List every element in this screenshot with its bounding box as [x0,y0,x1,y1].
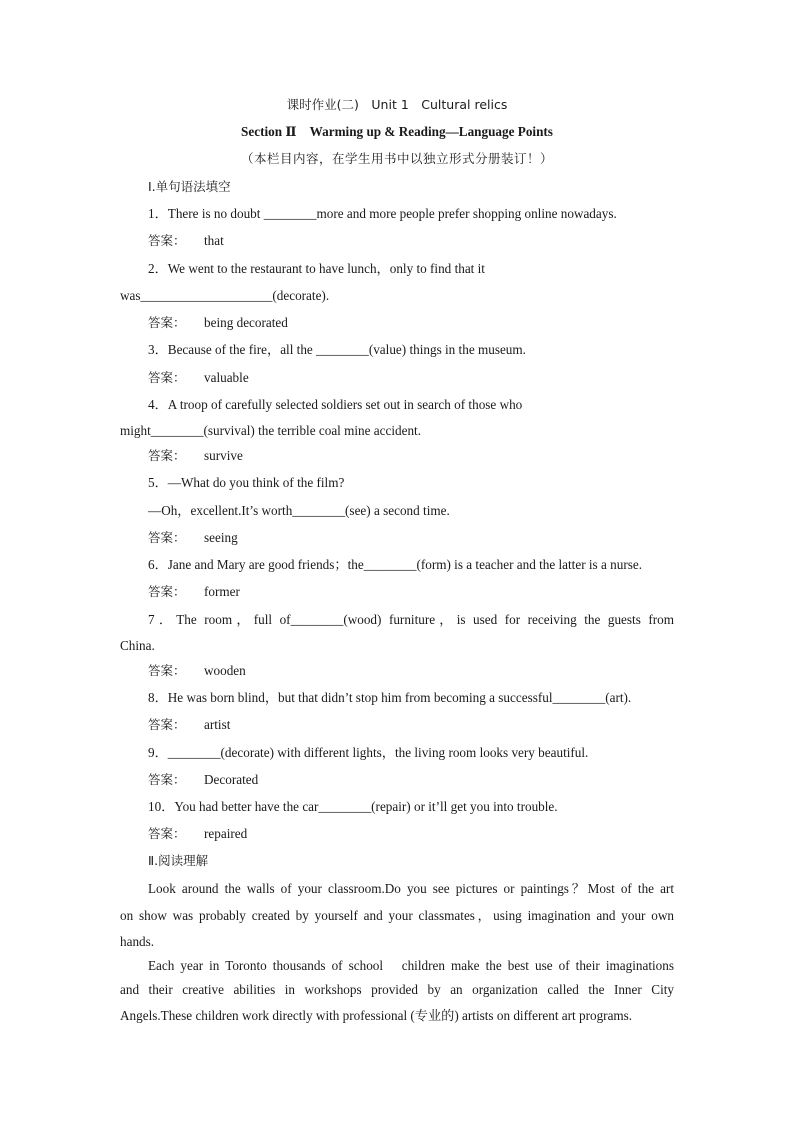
question-6: 6．Jane and Mary are good friends；the________(form) is a teacher and the latter is a nurse. [148,557,642,572]
question-4-line-1: 4．A troop of carefully selected soldiers set out in search of those who [148,397,523,412]
question-3: 3．Because of the fire，all the ________(value) things in the museum. [148,342,526,357]
answer-9: Decorated [204,772,259,787]
reading-paragraph-1-line-1: Look around the walls of your classroom.Do you see pictures or paintings？Most of the art [148,881,674,896]
section-subtitle: Section Ⅱ Warming up & Reading—Language Points [241,124,553,139]
answer-5: seeing [204,530,238,545]
question-1: 1．There is no doubt ________more and more people prefer shopping online nowadays. [148,206,617,221]
answer-2: being decorated [204,315,288,330]
question-2-line-1: 2．We went to the restaurant to have lunch，only to find that it [148,261,485,276]
section-heading-grammar: Ⅰ.单句语法填空 [148,179,231,194]
reading-paragraph-2-line-2: and their creative abilities in workshops provided by an organization called the Inner City [120,982,674,997]
reading-paragraph-2-line-1: Each year in Toronto thousands of school children make the best use of their imaginations [148,958,674,973]
answer-7-label: 答案： [148,663,186,678]
question-2-line-2: was____________________(decorate). [120,288,330,303]
answer-8-label: 答案： [148,717,186,732]
question-5-line-1: 5．—What do you think of the film? [148,475,345,490]
question-10: 10．You had better have the car________(repair) or it’ll get you into trouble. [148,799,558,814]
answer-9-label: 答案： [148,772,186,787]
answer-1-label: 答案： [148,233,186,248]
binding-note: （本栏目内容，在学生用书中以独立形式分册装订！） [240,152,553,166]
answer-10: repaired [204,826,248,841]
page-title: 课时作业(二) Unit 1 Cultural relics [286,97,508,112]
reading-paragraph-2-line-3: Angels.These children work directly with professional (专业的) artists on different art programs. [120,1008,633,1023]
question-8: 8．He was born blind，but that didn’t stop him from becoming a successful________(art). [148,690,632,705]
answer-3-label: 答案： [148,370,186,385]
answer-10-label: 答案： [148,826,186,841]
question-4-line-2: might________(survival) the terrible coal mine accident. [120,423,422,438]
answer-5-label: 答案： [148,530,186,545]
answer-4: survive [204,448,243,463]
answer-3: valuable [204,370,249,385]
reading-paragraph-1-line-2: on show was probably created by yourself and your classmates，using imagination and your own [120,908,674,923]
answer-7: wooden [204,663,246,678]
answer-8: artist [204,717,231,732]
answer-4-label: 答案： [148,448,186,463]
answer-1: that [204,233,224,248]
answer-6: former [204,584,240,599]
section-heading-reading: Ⅱ.阅读理解 [148,853,209,868]
answer-2-label: 答案： [148,315,186,330]
question-7-line-2: China. [120,638,155,653]
answer-6-label: 答案： [148,584,186,599]
question-9: 9．________(decorate) with different lights，the living room looks very beautiful. [148,745,589,760]
reading-paragraph-1-line-3: hands. [120,934,155,949]
question-7-line-1: 7．The room，full of________(wood) furniture，is used for receiving the guests from [148,612,674,627]
question-5-line-2: —Oh，excellent.It’s worth________(see) a second time. [148,503,450,518]
